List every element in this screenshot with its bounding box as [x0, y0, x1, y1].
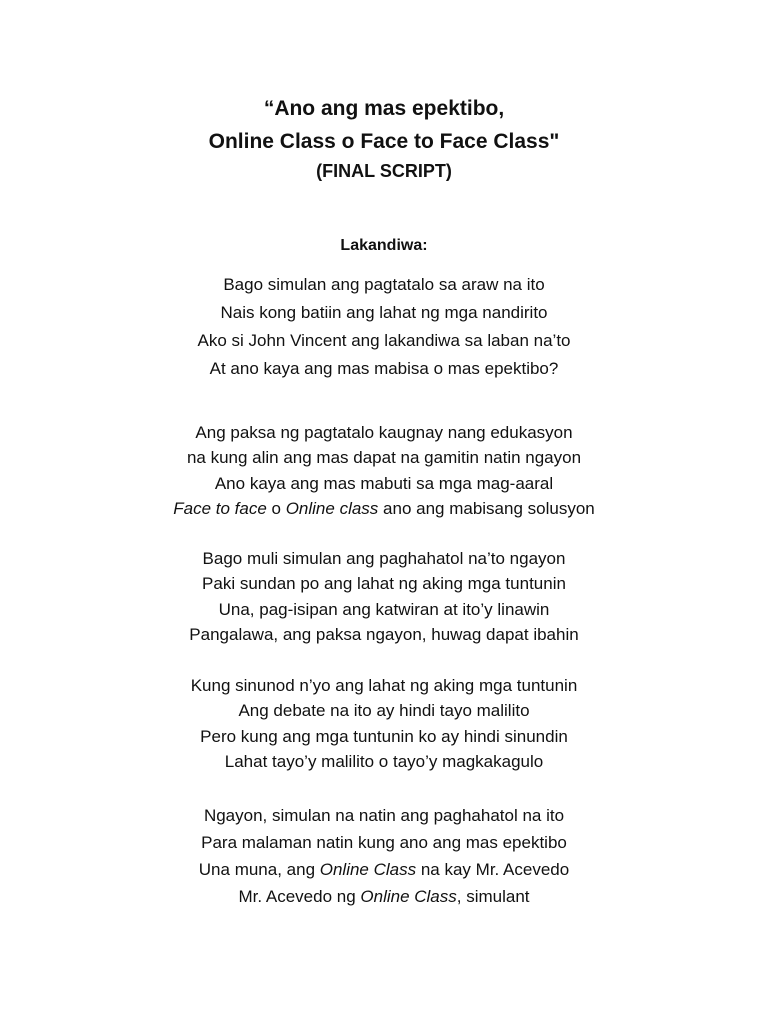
italic-phrase: Face to face: [173, 498, 267, 518]
stanza-1: [0, 271, 768, 383]
stanza-line: Para malaman natin kung ano ang mas epektibo: [201, 833, 567, 852]
title-line-1: “Ano ang mas epektibo,: [263, 97, 505, 120]
text-segment: o: [266, 498, 286, 518]
stanza-line: na kung alin ang mas dapat na gamitin natin ngayon: [186, 448, 582, 468]
stanza-line: Ngayon, simulan na natin ang paghahatol na ito: [203, 806, 565, 825]
stanza-line: Pero kung ang mga tuntunin ko ay hindi sinundin: [200, 726, 568, 746]
title-line-2: Online Class o Face to Face Class": [208, 130, 560, 153]
stanza-line: Pangalawa, ang paksa ngayon, huwag dapat ibahin: [189, 624, 579, 644]
italic-phrase: Online Class: [360, 887, 457, 906]
stanza-4: [0, 673, 768, 774]
italic-phrase: Online Class: [319, 860, 417, 879]
stanza-line: Ano kaya ang mas mabuti sa mga mag-aaral: [214, 473, 554, 493]
stanza-line: [0, 883, 768, 910]
stanza-line: At ano kaya ang mas mabisa o mas epektibo?: [209, 359, 559, 378]
text-segment: na kay Mr. Acevedo: [416, 860, 570, 879]
text-segment: Mr. Acevedo ng: [238, 887, 361, 906]
stanza-line: Bago muli simulan ang paghahatol na’to ngayon: [202, 549, 566, 568]
stanza-line: [0, 856, 768, 883]
stanza-line: Bago simulan ang pagtatalo sa araw na ito: [223, 275, 545, 294]
document-title: [0, 92, 768, 158]
stanza-2: [0, 420, 768, 521]
stanza-line: Paki sundan po ang lahat ng aking mga tuntunin: [202, 574, 566, 594]
stanza-line: Ang debate na ito ay hindi tayo malilito: [238, 701, 530, 721]
stanza-line: Ako si John Vincent ang lakandiwa sa laban na’to: [197, 331, 571, 350]
italic-phrase: Online class: [285, 498, 379, 518]
document-subtitle: (FINAL SCRIPT): [316, 161, 452, 181]
stanza-line: [0, 496, 768, 521]
stanza-line: Una, pag-isipan ang katwiran at ito’y linawin: [218, 599, 550, 619]
stanza-5: [0, 802, 768, 910]
stanza-line: Nais kong batiin ang lahat ng mga nandirito: [220, 303, 548, 322]
stanza-line: Lahat tayo’y malilito o tayo’y magkakagulo: [224, 751, 544, 771]
stanza-line: Ang paksa ng pagtatalo kaugnay nang edukasyon: [195, 423, 573, 442]
stanza-3: [0, 546, 768, 647]
text-segment: ano ang mabisang solusyon: [378, 498, 595, 518]
speaker-label: Lakandiwa:: [340, 237, 428, 254]
stanza-line: Kung sinunod n’yo ang lahat ng aking mga tuntunin: [190, 676, 578, 695]
text-segment: Una muna, ang: [198, 860, 320, 879]
text-segment: , simulant: [456, 887, 530, 906]
